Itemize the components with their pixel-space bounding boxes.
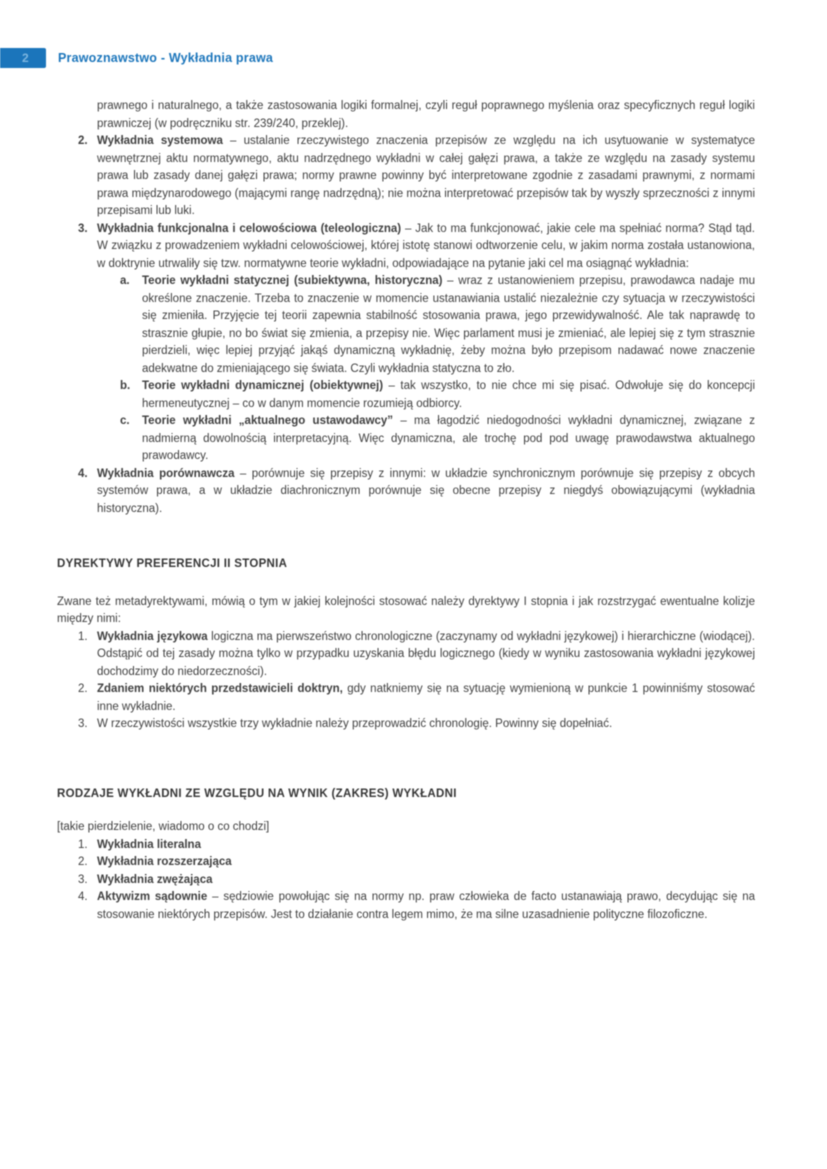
section-kinds-intro: [takie pierdzielenie, wiadomo o co chodzi] xyxy=(57,821,270,833)
list-item-number: 2. xyxy=(78,135,88,147)
document-header xyxy=(0,0,827,68)
list-item-paragraph xyxy=(97,221,755,274)
list-item-number: 1. xyxy=(78,630,88,643)
list-item-number: 2. xyxy=(78,683,88,695)
list-item-lead: Wykładnia systemowa xyxy=(97,135,223,147)
page-number-badge xyxy=(0,48,46,68)
sub-item-text xyxy=(142,413,755,466)
sub-item-text xyxy=(142,378,755,413)
list-item-number: 2. xyxy=(78,856,88,868)
sub-item-lead: Teorie wykładni dynamicznej (obiektywnej) xyxy=(142,380,384,392)
list-item xyxy=(57,889,755,924)
list-item-lead: Wykładnia porównawcza xyxy=(97,467,235,480)
sub-item-text xyxy=(142,273,755,378)
list-item xyxy=(57,837,755,855)
list-item-text xyxy=(97,629,755,682)
section-heading-kinds: RODZAJE WYKŁADNI ZE WZGLĘDU NA WYNIK (ZAKRES) WYKŁADNI xyxy=(57,787,457,800)
list-item xyxy=(57,466,755,519)
list-item-number: 4. xyxy=(78,891,88,903)
list-item xyxy=(57,854,755,872)
list-item-number: 3. xyxy=(78,222,88,235)
list-item xyxy=(57,629,755,682)
list-item-text xyxy=(97,872,755,890)
section-directives-intro: Zwane też metadyrektywami, mówią o tym w jakiej kolejności stosować należy dyrektywy I stopnia i jak rozstrzygać ewentualne kolizje między nimi: xyxy=(57,595,755,625)
directives-numbered-list xyxy=(57,629,755,734)
sub-item-body: – tak wszystko, to nie chce mi się pisać. Odwołuje się do koncepcji hermeneutycznej – co w danym momencie rozumieją odbiorcy. xyxy=(142,380,755,410)
document-content xyxy=(57,98,755,924)
list-item-text xyxy=(97,133,755,221)
list-item-text xyxy=(97,221,755,466)
sub-item-body: – wraz z ustanowieniem przepisu, prawodawca nadaje mu określone znaczenie. Trzeba to znaczenie w momencie ustanawiania ustalić niezależnie czy sytuacja w rzeczywistości się zmieniła. Przyjęcie tej teorii zapewnia stabilność stosowania prawa, jego przewidywalność. Ale tak naprawdę to strasznie głupie, no bo świat się zmienia, a przepisy nie. Więc parlament musi je zmieniać, ale lepiej się z tym strasznie pierdzieli, więc lepiej przyjąć jakąś dynamiczną wykładnię, żeby można było przepisom nadawać nowe znaczenie adekwatne do zmieniającego się świata. Czyli wykładnia statyczna to zło. xyxy=(142,275,755,375)
list-item-lead: Wykładnia literalna xyxy=(97,838,201,851)
list-item-number: 3. xyxy=(78,718,88,730)
sub-item-lead: Teorie wykładni „aktualnego ustawodawcy” xyxy=(142,415,394,427)
list-item-lead: Wykładnia funkcjonalna i celowościowa (teleologiczna) xyxy=(97,222,402,235)
list-item-lead: Wykładnia rozszerzająca xyxy=(97,856,232,868)
sub-list-item xyxy=(120,413,755,466)
list-item-lead: Wykładnia językowa xyxy=(97,630,208,643)
sub-item-letter: c. xyxy=(120,415,130,427)
list-item-body: W rzeczywistości wszystkie trzy wykładnie należy przeprowadzić chronologię. Powinny się dopełniać. xyxy=(97,718,613,730)
list-item-body: logiczna ma pierwszeństwo chronologiczne (zaczynamy od wykładni językowej) i hierarchiczne (wiodącej). Odstąpić od tej zasady można tylko w przypadku uzyskania błędu logicznego (kiedy w wyniku zastosowania wykładni językowej dochodzimy do niedorzeczności). xyxy=(97,630,755,678)
list-item xyxy=(57,681,755,716)
list-item-body: – sędziowie powołując się na normy np. praw człowieka de facto ustanawiają prawo, decydując się na stosowanie niektórych przepisów. Jest to działanie contra legem mimo, że ma silne uzasadnienie polityczne filozoficzne. xyxy=(97,891,756,921)
sub-item-body: – ma łagodzić niedogodności wykładni dynamicznej, związane z nadmierną dowolnością interpretacyjną. Więc dynamiczna, ale trochę pod pod uwagę prawodawstwa aktualnego prawodawcy. xyxy=(142,415,755,462)
sub-item-letter: a. xyxy=(120,275,130,287)
sub-list-item xyxy=(120,273,755,378)
page-title: Prawoznawstwo - Wykładnia prawa xyxy=(58,51,274,65)
kinds-numbered-list xyxy=(57,837,755,925)
list-item-text xyxy=(97,837,755,855)
sub-item-letter: b. xyxy=(120,380,131,392)
list-item-text xyxy=(97,716,755,734)
list-item-number: 1. xyxy=(78,838,88,851)
list-item xyxy=(57,221,755,466)
list-item-lead: Aktywizm sądownie xyxy=(97,891,208,903)
list-item-body: – ustalanie rzeczywistego znaczenia przepisów ze względu na ich usytuowanie w systematyce wewnętrznej aktu normatywnego, aktu nadrzędnego wykładni w całej gałęzi prawa, a także ze względu na zasady systemu prawa lub zasady danej gałęzi prawa; normy prawne powinny być interpretowane zgodnie z zasadami prawnymi, z normami prawa międzynarodowego (mającymi rangę nadrzędną); nie można interpretować przepisów tak by wyszły sprzeczności z innymi przepisami lub luki. xyxy=(97,135,755,217)
sub-item-lead: Teorie wykładni statycznej (subiektywna, historyczna) xyxy=(142,275,443,287)
list-item-number: 3. xyxy=(78,873,88,886)
list-item-body: gdy natkniemy się na sytuację wymienioną w punkcie 1 powinniśmy stosować inne wykładnie. xyxy=(97,683,755,713)
list-item-text xyxy=(97,466,755,519)
list-item-lead: Zdaniem niektórych przedstawicieli doktryn, xyxy=(97,683,343,695)
list-item-number: 4. xyxy=(78,467,88,480)
list-item-lead: Wykładnia zwężająca xyxy=(97,873,213,886)
sub-lettered-list xyxy=(120,273,755,466)
list-item-text xyxy=(97,889,755,924)
list-item-body: – Jak to ma funkcjonować, jakie cele ma spełniać norma? Stąd tąd. W związku z prowadzeniem wykładni celowościowej, której istotę stanowi odtworzenie celu, w jakim norma została ustanowiona, w doktrynie utrwaliły się tzw. normatywne teorie wykładni, odpowiadające na pytanie jaki cel ma osiągnąć wykładnia: xyxy=(97,222,755,270)
paragraph-continuation: prawnego i naturalnego, a także zastosowania logiki formalnej, czyli reguł poprawnego myślenia oraz specyficznych reguł logiki prawniczej (w podręczniku str. 239/240, przeklej). xyxy=(97,100,755,130)
list-item xyxy=(57,872,755,890)
sub-list-item xyxy=(120,378,755,413)
list-item xyxy=(57,716,755,734)
page-number: 2 xyxy=(22,51,29,65)
list-item-text xyxy=(97,681,755,716)
section-heading-directives: DYREKTYWY PREFERENCJI II STOPNIA xyxy=(57,558,288,570)
list-item xyxy=(57,133,755,221)
list-item-body: – porównuje się przepisy z innymi: w układzie synchronicznym porównuje się przepisy z obcych systemów prawa, a w układzie diachronicznym porównuje się obecne przepisy z niegdyś obowiązującymi (wykładnia historyczna). xyxy=(97,467,755,515)
main-numbered-list xyxy=(57,133,755,518)
list-item-text xyxy=(97,854,755,872)
